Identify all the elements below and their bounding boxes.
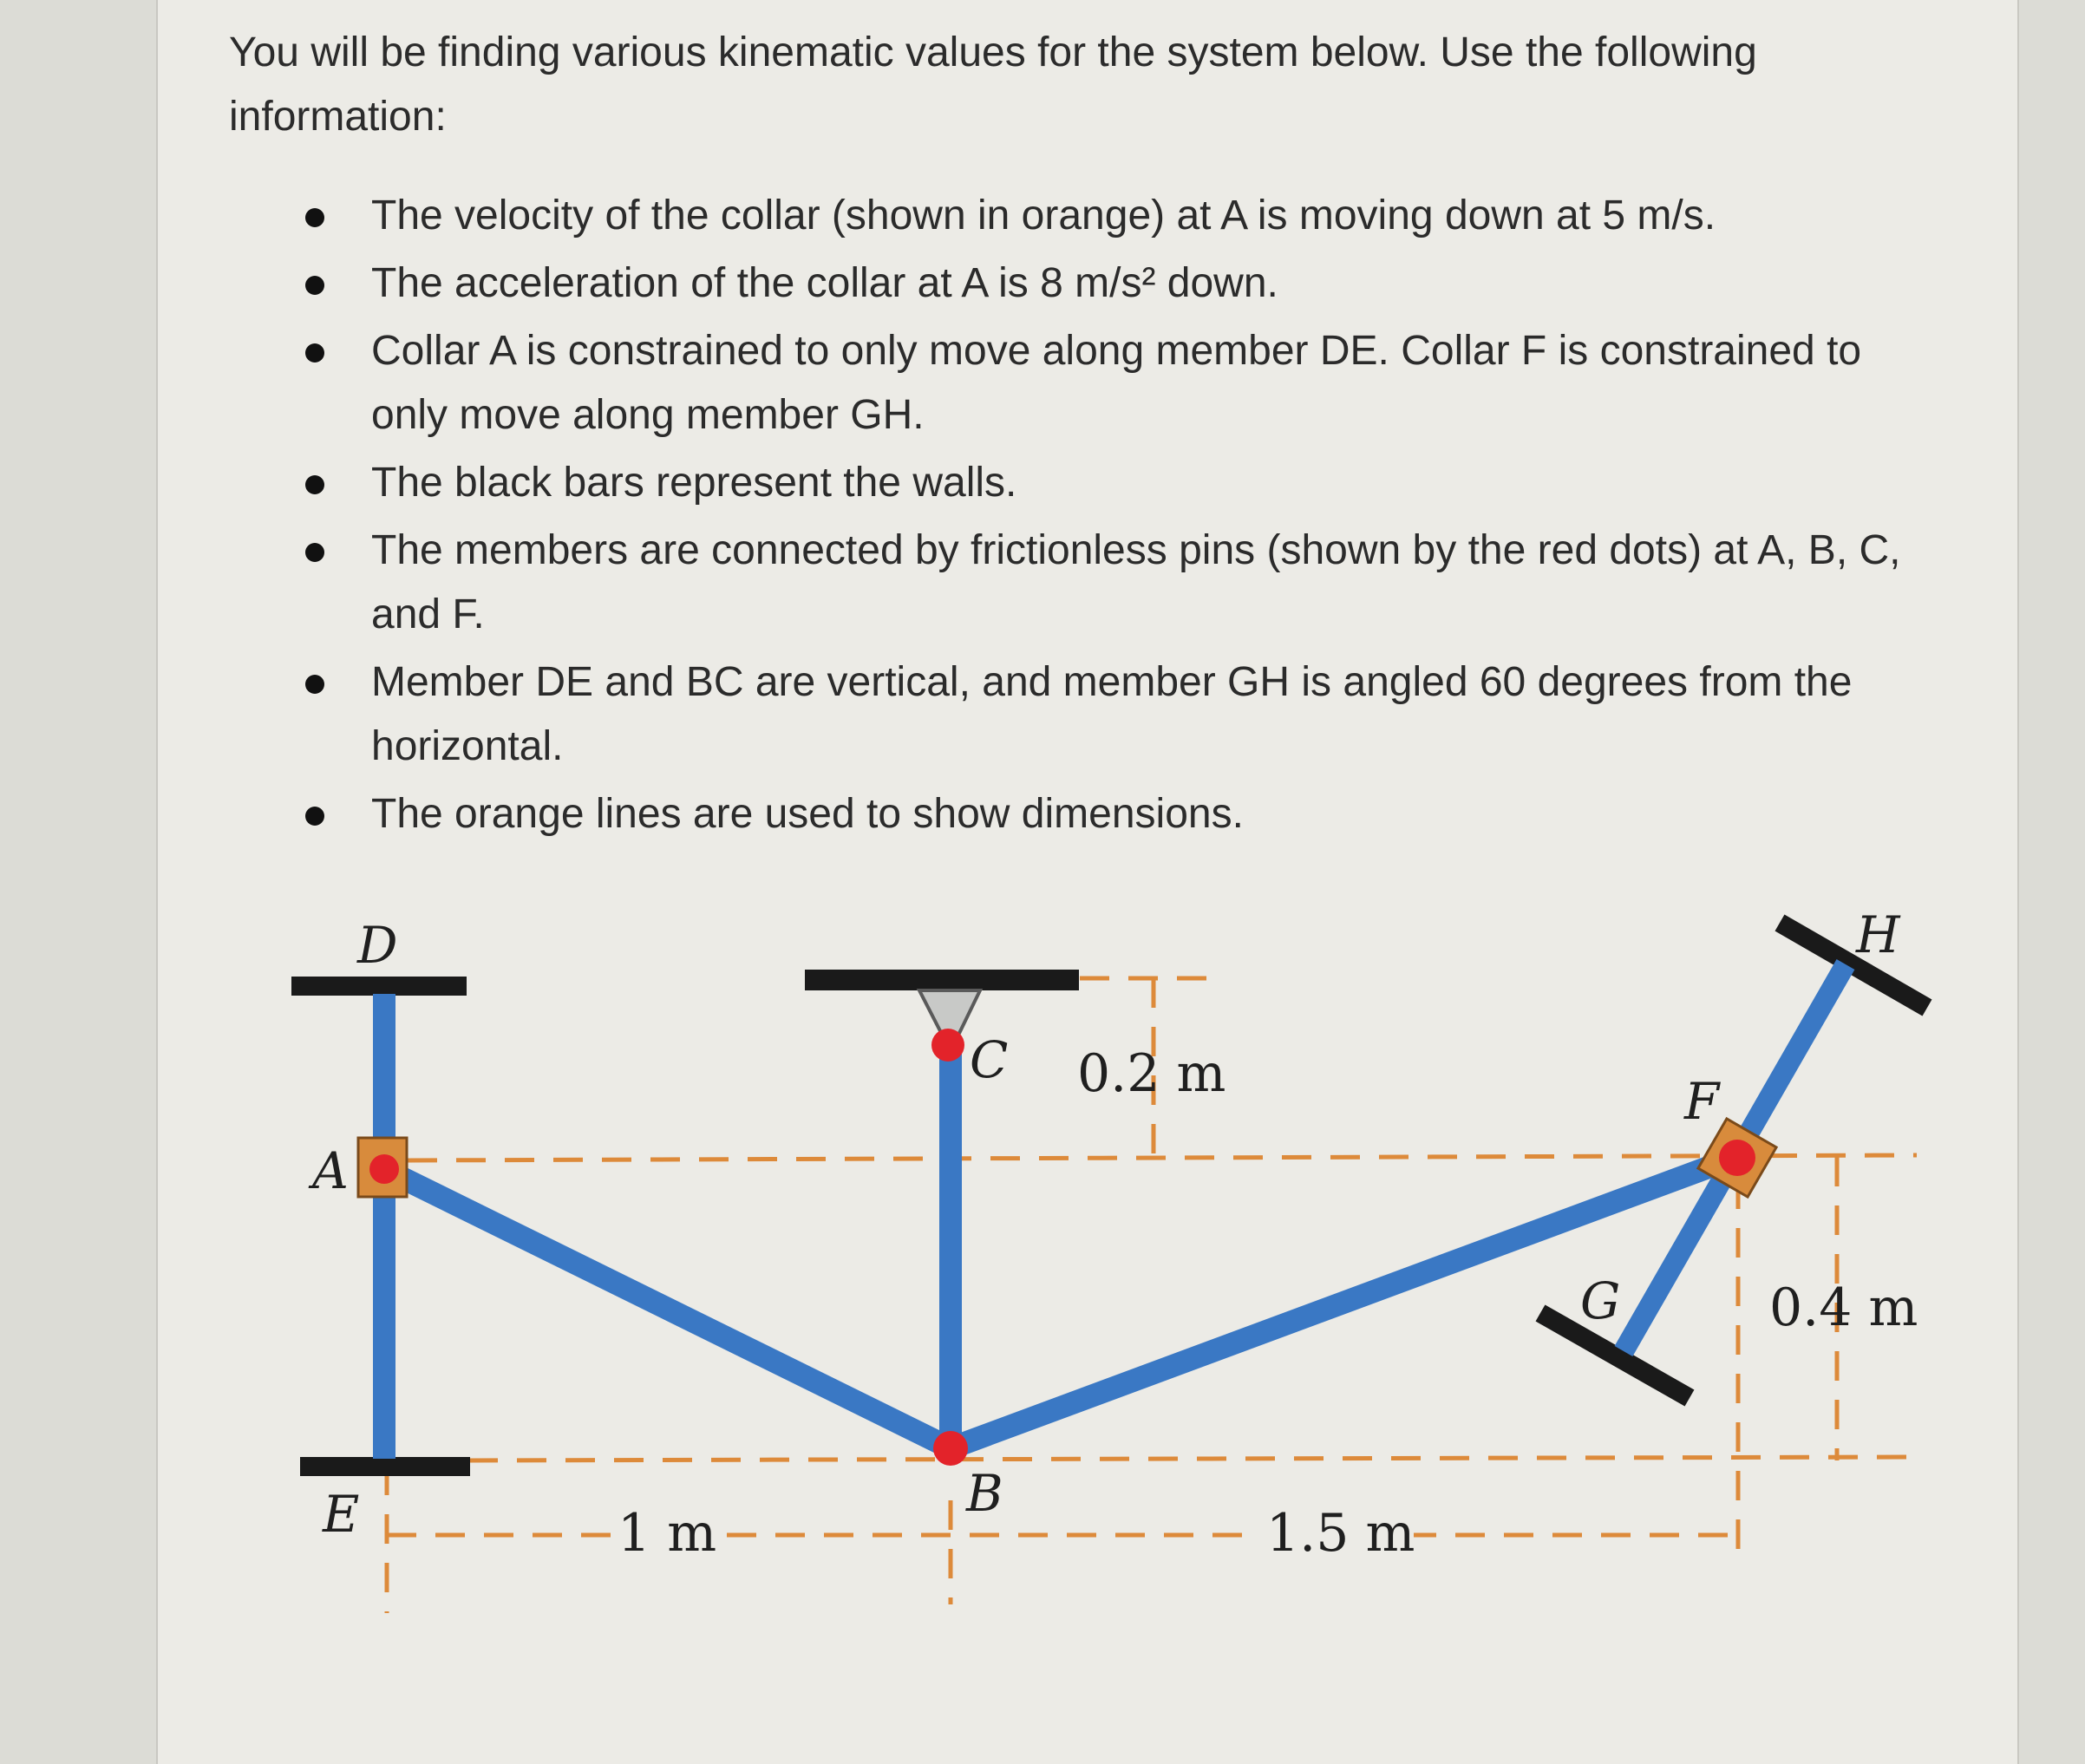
bullet-text: Collar A is constrained to only move along member DE. Collar F is constrained to only move along member GH. xyxy=(371,328,1862,438)
dim-label-1m: 1 m xyxy=(618,1503,717,1564)
dim-line-a-level xyxy=(408,1155,1917,1160)
label-c: C xyxy=(970,1030,1009,1089)
label-a: A xyxy=(312,1141,349,1200)
label-d: D xyxy=(357,916,398,975)
intro-paragraph: You will be finding various kinematic values for the system below. Use the following information: xyxy=(229,29,1757,140)
wall-d xyxy=(291,977,467,996)
label-e: E xyxy=(323,1485,360,1544)
wall-h xyxy=(1780,923,1927,1008)
bullet-text: Member DE and BC are vertical, and member GH is angled 60 degrees from the horizontal. xyxy=(371,659,1853,769)
members xyxy=(384,964,1846,1459)
bullet-text: The orange lines are used to show dimensions. xyxy=(371,791,1244,837)
label-f: F xyxy=(1684,1072,1720,1131)
pin-a xyxy=(369,1154,399,1184)
wall-c xyxy=(805,970,1079,990)
wall-e xyxy=(300,1457,470,1476)
pin-c xyxy=(931,1029,964,1062)
pin-b xyxy=(933,1431,968,1466)
label-h: H xyxy=(1856,905,1900,964)
dim-line-b-level xyxy=(468,1457,1917,1460)
label-g: G xyxy=(1580,1271,1621,1330)
bullet-text: The black bars represent the walls. xyxy=(371,460,1017,506)
pin-f xyxy=(1719,1140,1755,1176)
member-ab xyxy=(384,1169,951,1448)
dim-label-1-5m: 1.5 m xyxy=(1266,1503,1415,1564)
bullet-text: The acceleration of the collar at A is 8 m/s² down. xyxy=(371,260,1278,306)
bullet-text: The members are connected by frictionless pins (shown by the red dots) at A, B, C, and F. xyxy=(371,527,1901,637)
dim-label-0-2m: 0.2 m xyxy=(1077,1043,1226,1104)
bullet-text: The velocity of the collar (shown in orange) at A is moving down at 5 m/s. xyxy=(371,193,1716,238)
dim-label-0-4m: 0.4 m xyxy=(1769,1277,1918,1338)
label-b: B xyxy=(966,1464,1003,1523)
